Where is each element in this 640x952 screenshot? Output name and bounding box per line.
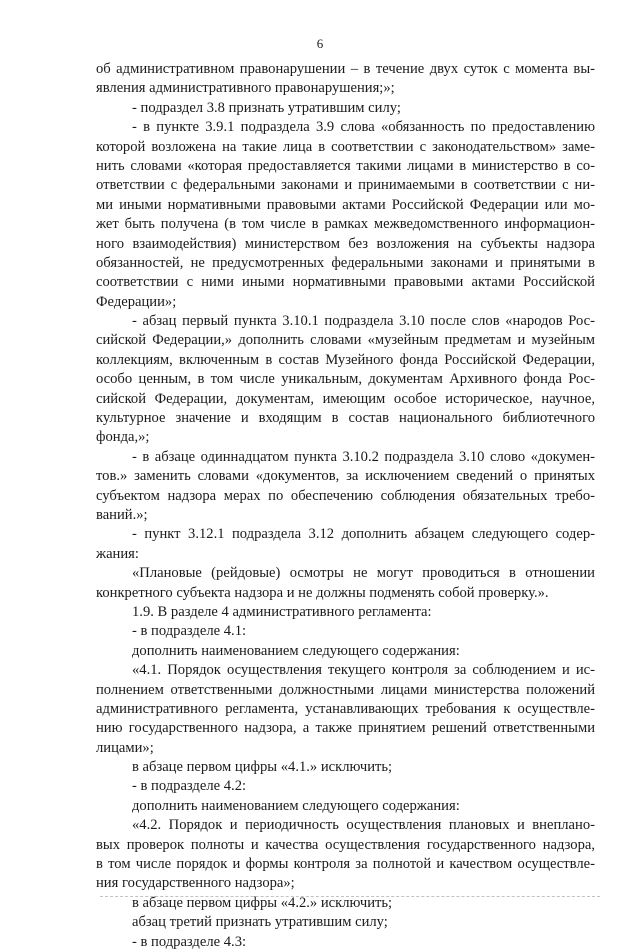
text-line: нию государственного надзора, а также принятием решений ответственными bbox=[96, 720, 595, 737]
text-line: явления административного правонарушения;»; bbox=[96, 80, 395, 97]
text-line: сийской Федерации, документам, имеющим особое историческое, научное, bbox=[96, 390, 595, 407]
text-line: сийской Федерации,» дополнить словами «музейным предметам и музейным bbox=[96, 332, 595, 349]
text-line: тов.» заменить словами «документов, за исключением сведений о принятых bbox=[96, 468, 595, 485]
text-line: в абзаце первом цифры «4.2.» исключить; bbox=[132, 894, 393, 911]
text-line: об административном правонарушении – в течение двух суток с момента вы- bbox=[96, 61, 595, 77]
text-line: ми иными нормативными правовыми актами Российской Федерации или мо- bbox=[96, 196, 595, 213]
text-line: - пункт 3.12.1 подраздела 3.12 дополнить абзацем следующего содер- bbox=[132, 526, 595, 543]
page-number: 6 bbox=[316, 36, 324, 51]
text-line: нить словами «которая предоставляется такими лицами в министерство в со- bbox=[96, 157, 595, 174]
text-line: «Плановые (рейдовые) осмотры не могут проводиться в отношении bbox=[132, 565, 595, 582]
text-line: дополнить наименованием следующего содержания: bbox=[132, 642, 460, 659]
text-line: особо ценным, в том числе уникальным, документам Архивного фонда Рос- bbox=[96, 371, 595, 388]
text-line: фонда,»; bbox=[96, 429, 150, 446]
text-line: соответствии с ними иными нормативными правовыми актами Российской bbox=[96, 274, 595, 291]
text-line: - подраздел 3.8 признать утратившим силу; bbox=[132, 99, 401, 116]
text-line: - в абзаце одиннадцатом пункта 3.10.2 подраздела 3.10 слово «докумен- bbox=[132, 448, 595, 465]
text-line: полнением ответственными должностными лицами министерства положений bbox=[96, 681, 595, 698]
text-line: - в пункте 3.9.1 подраздела 3.9 слова «обязанность по предоставлению bbox=[132, 119, 595, 136]
text-line: абзац третий признать утратившим силу; bbox=[132, 914, 388, 931]
text-line: вых проверок полноты и качества осуществления государственного надзора, bbox=[96, 836, 595, 853]
text-line: обязанностей, не предусмотренных федеральными законами и принятыми в bbox=[96, 254, 595, 271]
text-line: - в подразделе 4.2: bbox=[132, 778, 247, 795]
text-line: которой возложена на такие лица в соответствии с законодательством» заме- bbox=[96, 138, 595, 155]
text-line: лицами»; bbox=[96, 739, 154, 756]
text-line: культурное значение и входящим в состав национального библиотечного bbox=[96, 410, 595, 427]
text-line: в том числе порядок и формы контроля за полнотой и качеством осуществле- bbox=[96, 856, 595, 873]
text-line: административного регламента, устанавливающих требования к осуществле- bbox=[96, 700, 595, 717]
text-line: - в подразделе 4.3: bbox=[132, 933, 247, 950]
text-line: коллекциям, включенным в состав Музейного фонда Российской Федерации, bbox=[96, 351, 595, 368]
text-line: ответствии с федеральными законами и принимаемыми в соответствии с ни- bbox=[96, 177, 595, 194]
text-line: дополнить наименованием следующего содержания: bbox=[132, 797, 460, 814]
text-line: ваний.»; bbox=[96, 506, 148, 523]
document-body bbox=[96, 60, 595, 952]
text-line: - в подразделе 4.1: bbox=[132, 623, 247, 640]
scan-edge-line bbox=[100, 896, 600, 897]
text-line: ного взаимодействия) министерством без возложения на субъекты надзора bbox=[96, 235, 595, 252]
text-line: 1.9. В разделе 4 административного регламента: bbox=[132, 603, 432, 620]
text-line: «4.1. Порядок осуществления текущего контроля за соблюдением и ис- bbox=[132, 662, 595, 679]
text-line: Федерации»; bbox=[96, 293, 177, 310]
text-line: жет быть получена (в том числе в рамках межведомственного информацион- bbox=[96, 216, 595, 233]
text-line: ния государственного надзора»; bbox=[96, 875, 295, 892]
text-line: конкретного субъекта надзора и не должны подменять собой проверку.». bbox=[96, 584, 549, 601]
text-line: субъектом надзора мерах по обеспечению соблюдения обязательных требо- bbox=[96, 487, 595, 504]
text-line: в абзаце первом цифры «4.1.» исключить; bbox=[132, 759, 393, 776]
text-line: «4.2. Порядок и периодичность осуществления плановых и внеплано- bbox=[132, 817, 595, 834]
text-line: - абзац первый пункта 3.10.1 подраздела 3.10 после слов «народов Рос- bbox=[132, 313, 595, 330]
text-line: жания: bbox=[96, 545, 139, 562]
